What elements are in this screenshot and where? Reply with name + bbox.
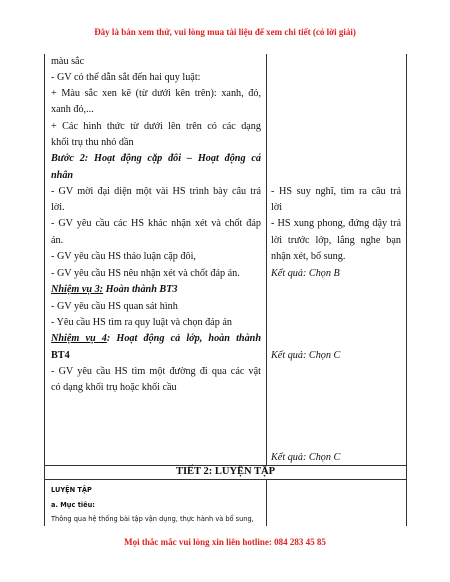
result-text: Kết quả: Chọn C — [271, 452, 341, 463]
text-line: - Yêu cầu HS tìm ra quy luật và chọn đáp án — [51, 317, 232, 328]
text-line: lời trước lớp, lắng nghe bạn — [271, 235, 401, 246]
task-heading — [51, 332, 261, 345]
section-title: TIẾT 2: LUYỆN TẬP — [175, 466, 276, 477]
task-title: Hoàn thành BT3 — [103, 284, 178, 295]
subsection-heading: LUYỆN TẬP — [51, 486, 92, 494]
result-text: Kết quả: Chọn B — [271, 268, 340, 279]
task-title: : Hoạt động cả lớp, hoàn thành — [106, 333, 261, 344]
text-line: xanh đỏ,... — [51, 104, 94, 115]
task-label: Nhiệm vụ 4 — [51, 333, 107, 344]
text-line: màu sắc — [51, 56, 85, 67]
text-line: - GV mời đại diện một vài HS trình bày câu trả — [51, 186, 261, 197]
text-line: Thông qua hệ thống bài tập vận dụng, thực hành và bổ sung, — [51, 515, 254, 523]
text-line: + Các hình thức từ dưới lên trên có các dạng — [51, 121, 261, 132]
column-divider-bottom — [266, 479, 267, 526]
text-line: - GV yêu cầu HS nêu nhận xét và chốt đáp án. — [51, 268, 240, 279]
text-line: lời. — [51, 202, 65, 213]
table-border-left — [44, 54, 45, 526]
text-line: nhận xét, bổ sung. — [271, 251, 346, 262]
row-divider — [44, 479, 407, 480]
text-line: khối trụ thu nhỏ dần — [51, 137, 134, 148]
task-label: Nhiệm vụ 3: — [51, 284, 104, 295]
text-line: án. — [51, 235, 64, 246]
text-line: - GV có thể dẫn sắt đến hai quy luật: — [51, 72, 201, 83]
result-text: Kết quả: Chọn C — [271, 350, 341, 361]
task-heading: BT4 — [51, 350, 70, 361]
task-heading — [51, 283, 178, 296]
step-heading: nhân — [51, 170, 74, 181]
column-divider-top — [266, 54, 267, 465]
text-line: - HS suy nghĩ, tìm ra câu trả — [271, 186, 401, 197]
text-line: - GV yêu cầu HS tìm một đường đi qua các vật — [51, 366, 261, 377]
text-line: - GV yêu cầu các HS khác nhận xét và chốt đáp — [51, 218, 261, 229]
text-line: - HS xung phong, đứng dậy trả — [271, 218, 401, 229]
text-line: - GV yêu cầu HS quan sát hình — [51, 301, 178, 312]
objective-label: a. Mục tiêu: — [51, 501, 95, 509]
text-line: lời — [271, 202, 283, 213]
table-border-right — [406, 54, 407, 526]
step-heading: Bước 2: Hoạt động cặp đôi – Hoạt động cá — [51, 153, 261, 164]
text-line: có dạng khối trụ hoặc khối cầu — [51, 382, 177, 393]
lesson-table — [44, 54, 407, 526]
preview-notice: Đây là bản xem thử, vui lòng mua tài liệu để xem chi tiết (có lời giải) — [94, 27, 356, 37]
hotline-notice: Mọi thắc mắc vui lòng xin liên hotline: 084 283 45 85 — [124, 537, 326, 547]
text-line: + Màu sắc xen kẽ (từ dưới kên trên): xanh, đỏ, — [51, 88, 261, 99]
text-line: - GV yêu cầu HS thảo luận cặp đôi, — [51, 251, 196, 262]
